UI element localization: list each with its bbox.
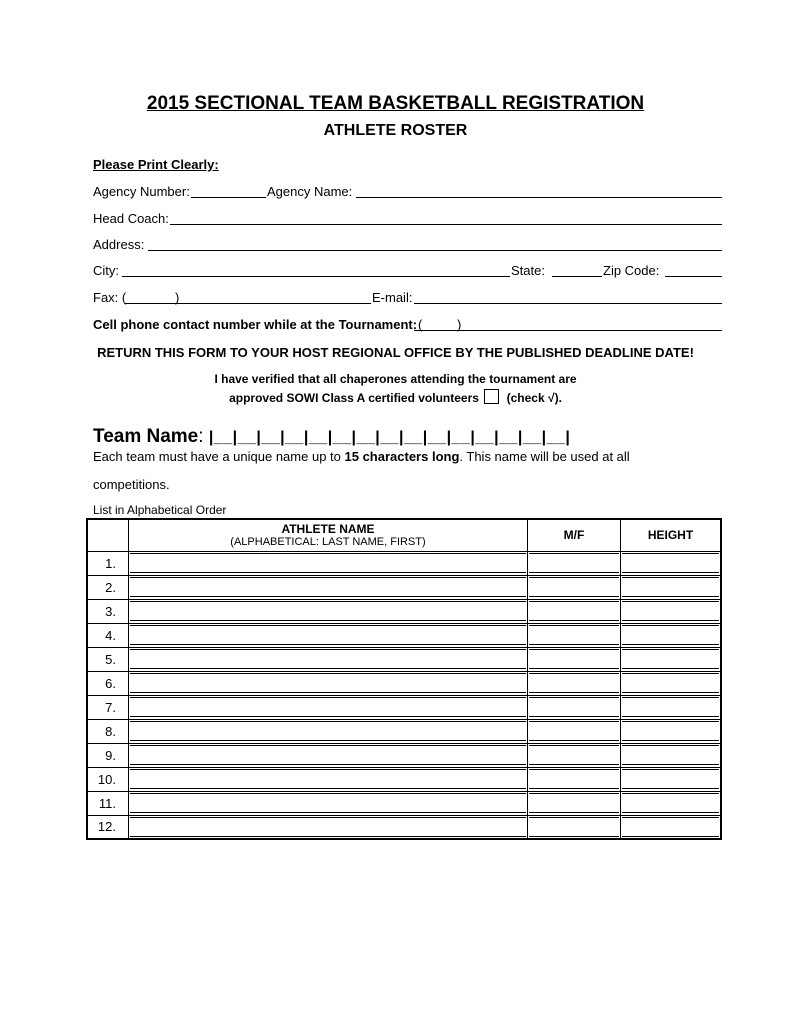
athlete-name-cell[interactable] — [129, 767, 528, 791]
mf-cell-entry[interactable] — [529, 649, 619, 669]
height-cell[interactable] — [621, 647, 722, 671]
table-row — [87, 815, 721, 839]
col-number-header — [87, 519, 129, 551]
row-number: 6. — [87, 671, 129, 695]
mf-cell-entry[interactable] — [529, 673, 619, 693]
row-number: 2. — [87, 575, 129, 599]
fax-field[interactable] — [125, 303, 371, 304]
cell-paren-open: ( — [418, 317, 423, 332]
mf-cell-entry[interactable] — [529, 697, 619, 717]
athlete-name-cell-entry[interactable] — [130, 577, 526, 597]
table-row — [87, 791, 721, 815]
height-cell[interactable] — [621, 575, 722, 599]
agency-number-field[interactable] — [191, 197, 266, 198]
athlete-name-cell-entry[interactable] — [130, 793, 526, 813]
roster-body — [87, 551, 721, 839]
mf-cell-entry[interactable] — [529, 817, 619, 837]
table-row — [87, 767, 721, 791]
team-name-colon: : — [198, 426, 204, 447]
team-desc-bold: 15 characters long — [344, 449, 460, 464]
verify-line-2 — [0, 389, 791, 405]
check-text: (check √). — [506, 391, 562, 405]
row-number: 5. — [87, 647, 129, 671]
address-field[interactable] — [148, 250, 722, 251]
team-name-row — [93, 426, 570, 448]
height-cell-entry[interactable] — [622, 745, 719, 765]
page-subtitle: ATHLETE ROSTER — [323, 122, 468, 139]
team-name-slots[interactable]: |__|__|__|__|__|__|__|__|__|__|__|__|__|__|__| — [208, 429, 571, 446]
city-label: City: — [93, 263, 119, 278]
table-row — [87, 671, 721, 695]
return-notice: RETURN THIS FORM TO YOUR HOST REGIONAL OFFICE BY THE PUBLISHED DEADLINE DATE! — [97, 345, 694, 360]
row-number: 4. — [87, 623, 129, 647]
height-cell[interactable] — [621, 695, 722, 719]
col-athlete-name-sub: (ALPHABETICAL: LAST NAME, FIRST) — [230, 536, 426, 549]
mf-cell[interactable] — [528, 719, 621, 743]
row-number: 11. — [87, 791, 129, 815]
col-athlete-name-label: ATHLETE NAME — [281, 522, 375, 537]
table-row — [87, 647, 721, 671]
height-cell[interactable] — [621, 791, 722, 815]
mf-cell-entry[interactable] — [529, 601, 619, 621]
team-desc-line2: competitions. — [93, 477, 170, 492]
state-label: State: — [511, 263, 545, 278]
height-cell-entry[interactable] — [622, 673, 719, 693]
cell-paren-close: ) — [457, 317, 462, 332]
height-cell-entry[interactable] — [622, 601, 719, 621]
mf-cell-entry[interactable] — [529, 793, 619, 813]
agency-name-label: Agency Name: — [267, 184, 353, 199]
table-row — [87, 719, 721, 743]
height-cell[interactable] — [621, 743, 722, 767]
mf-cell[interactable] — [528, 647, 621, 671]
height-cell[interactable] — [621, 671, 722, 695]
athlete-name-cell-entry[interactable] — [130, 601, 526, 621]
mf-cell-entry[interactable] — [529, 745, 619, 765]
mf-cell[interactable] — [528, 767, 621, 791]
athlete-name-cell-entry[interactable] — [130, 625, 526, 645]
agency-number-label: Agency Number: — [93, 184, 190, 199]
col-mf-header: M/F — [528, 519, 621, 551]
fax-paren-close: ) — [175, 290, 180, 305]
roster-caption: List in Alphabetical Order — [93, 503, 227, 517]
athlete-name-cell-entry[interactable] — [130, 649, 526, 669]
height-cell-entry[interactable] — [622, 793, 719, 813]
zip-field[interactable] — [665, 276, 722, 277]
cell-phone-label: Cell phone contact number while at the Tournament: — [93, 317, 418, 332]
mf-cell[interactable] — [528, 743, 621, 767]
mf-cell[interactable] — [528, 599, 621, 623]
height-cell[interactable] — [621, 599, 722, 623]
city-field[interactable] — [122, 276, 510, 277]
row-number: 8. — [87, 719, 129, 743]
address-label: Address: — [93, 237, 145, 252]
verify-line-2-text: approved SOWI Class A certified volunteers — [229, 391, 479, 405]
athlete-name-cell[interactable] — [129, 623, 528, 647]
mf-cell[interactable] — [528, 575, 621, 599]
mf-cell[interactable] — [528, 623, 621, 647]
table-row — [87, 575, 721, 599]
mf-cell-entry[interactable] — [529, 553, 619, 573]
height-cell[interactable] — [621, 767, 722, 791]
athlete-name-cell-entry[interactable] — [130, 769, 526, 789]
athlete-name-cell-entry[interactable] — [130, 721, 526, 741]
mf-cell-entry[interactable] — [529, 625, 619, 645]
head-coach-label: Head Coach: — [93, 211, 169, 226]
mf-cell[interactable] — [528, 551, 621, 575]
chaperone-verify-checkbox[interactable] — [484, 389, 499, 404]
athlete-name-cell[interactable] — [129, 743, 528, 767]
table-row — [87, 599, 721, 623]
row-number: 7. — [87, 695, 129, 719]
table-row — [87, 623, 721, 647]
height-cell-entry[interactable] — [622, 625, 719, 645]
mf-cell[interactable] — [528, 695, 621, 719]
athlete-name-cell[interactable] — [129, 647, 528, 671]
fax-label: Fax: ( — [93, 290, 127, 305]
height-cell-entry[interactable] — [622, 577, 719, 597]
height-cell-entry[interactable] — [622, 697, 719, 717]
mf-cell[interactable] — [528, 671, 621, 695]
mf-cell[interactable] — [528, 815, 621, 839]
athlete-name-cell[interactable] — [129, 575, 528, 599]
page-title: 2015 SECTIONAL TEAM BASKETBALL REGISTRATION — [146, 93, 645, 114]
height-cell[interactable] — [621, 551, 722, 575]
state-field[interactable] — [552, 276, 602, 277]
row-number: 10. — [87, 767, 129, 791]
table-row — [87, 743, 721, 767]
row-number: 12. — [87, 815, 129, 839]
roster-header-row — [87, 519, 721, 551]
verify-line-1: I have verified that all chaperones attending the tournament are — [214, 372, 577, 386]
athlete-name-cell[interactable] — [129, 815, 528, 839]
height-cell-entry[interactable] — [622, 721, 719, 741]
table-row — [87, 551, 721, 575]
height-cell-entry[interactable] — [622, 769, 719, 789]
row-number: 3. — [87, 599, 129, 623]
team-desc-pre: Each team must have a unique name up to — [93, 449, 345, 464]
athlete-name-cell-entry[interactable] — [130, 673, 526, 693]
athlete-name-cell-entry[interactable] — [130, 817, 526, 837]
height-cell[interactable] — [621, 719, 722, 743]
athlete-name-cell[interactable] — [129, 671, 528, 695]
team-name-description — [93, 449, 630, 465]
athlete-name-cell[interactable] — [129, 719, 528, 743]
athlete-name-cell[interactable] — [129, 791, 528, 815]
agency-name-field[interactable] — [356, 197, 722, 198]
print-clearly-label: Please Print Clearly: — [93, 157, 219, 172]
athlete-name-cell[interactable] — [129, 695, 528, 719]
table-row — [87, 695, 721, 719]
mf-cell-entry[interactable] — [529, 721, 619, 741]
height-cell-entry[interactable] — [622, 817, 719, 837]
athlete-name-cell[interactable] — [129, 551, 528, 575]
height-cell-entry[interactable] — [622, 649, 719, 669]
row-number: 9. — [87, 743, 129, 767]
athlete-name-cell-entry[interactable] — [130, 697, 526, 717]
team-name-label: Team Name — [93, 426, 199, 447]
col-athlete-name-header — [129, 519, 528, 551]
zip-label: Zip Code: — [603, 263, 660, 278]
height-cell[interactable] — [621, 815, 722, 839]
athlete-name-cell-entry[interactable] — [130, 745, 526, 765]
athlete-name-cell[interactable] — [129, 599, 528, 623]
height-cell-entry[interactable] — [622, 553, 719, 573]
email-field[interactable] — [414, 303, 722, 304]
col-height-header: HEIGHT — [621, 519, 722, 551]
row-number: 1. — [87, 551, 129, 575]
team-desc-post: . This name will be used at all — [459, 449, 630, 464]
email-label: E-mail: — [372, 290, 413, 305]
athlete-name-cell-entry[interactable] — [130, 553, 526, 573]
athlete-roster-table — [86, 518, 722, 840]
head-coach-field[interactable] — [170, 224, 722, 225]
mf-cell-entry[interactable] — [529, 577, 619, 597]
height-cell[interactable] — [621, 623, 722, 647]
mf-cell-entry[interactable] — [529, 769, 619, 789]
mf-cell[interactable] — [528, 791, 621, 815]
